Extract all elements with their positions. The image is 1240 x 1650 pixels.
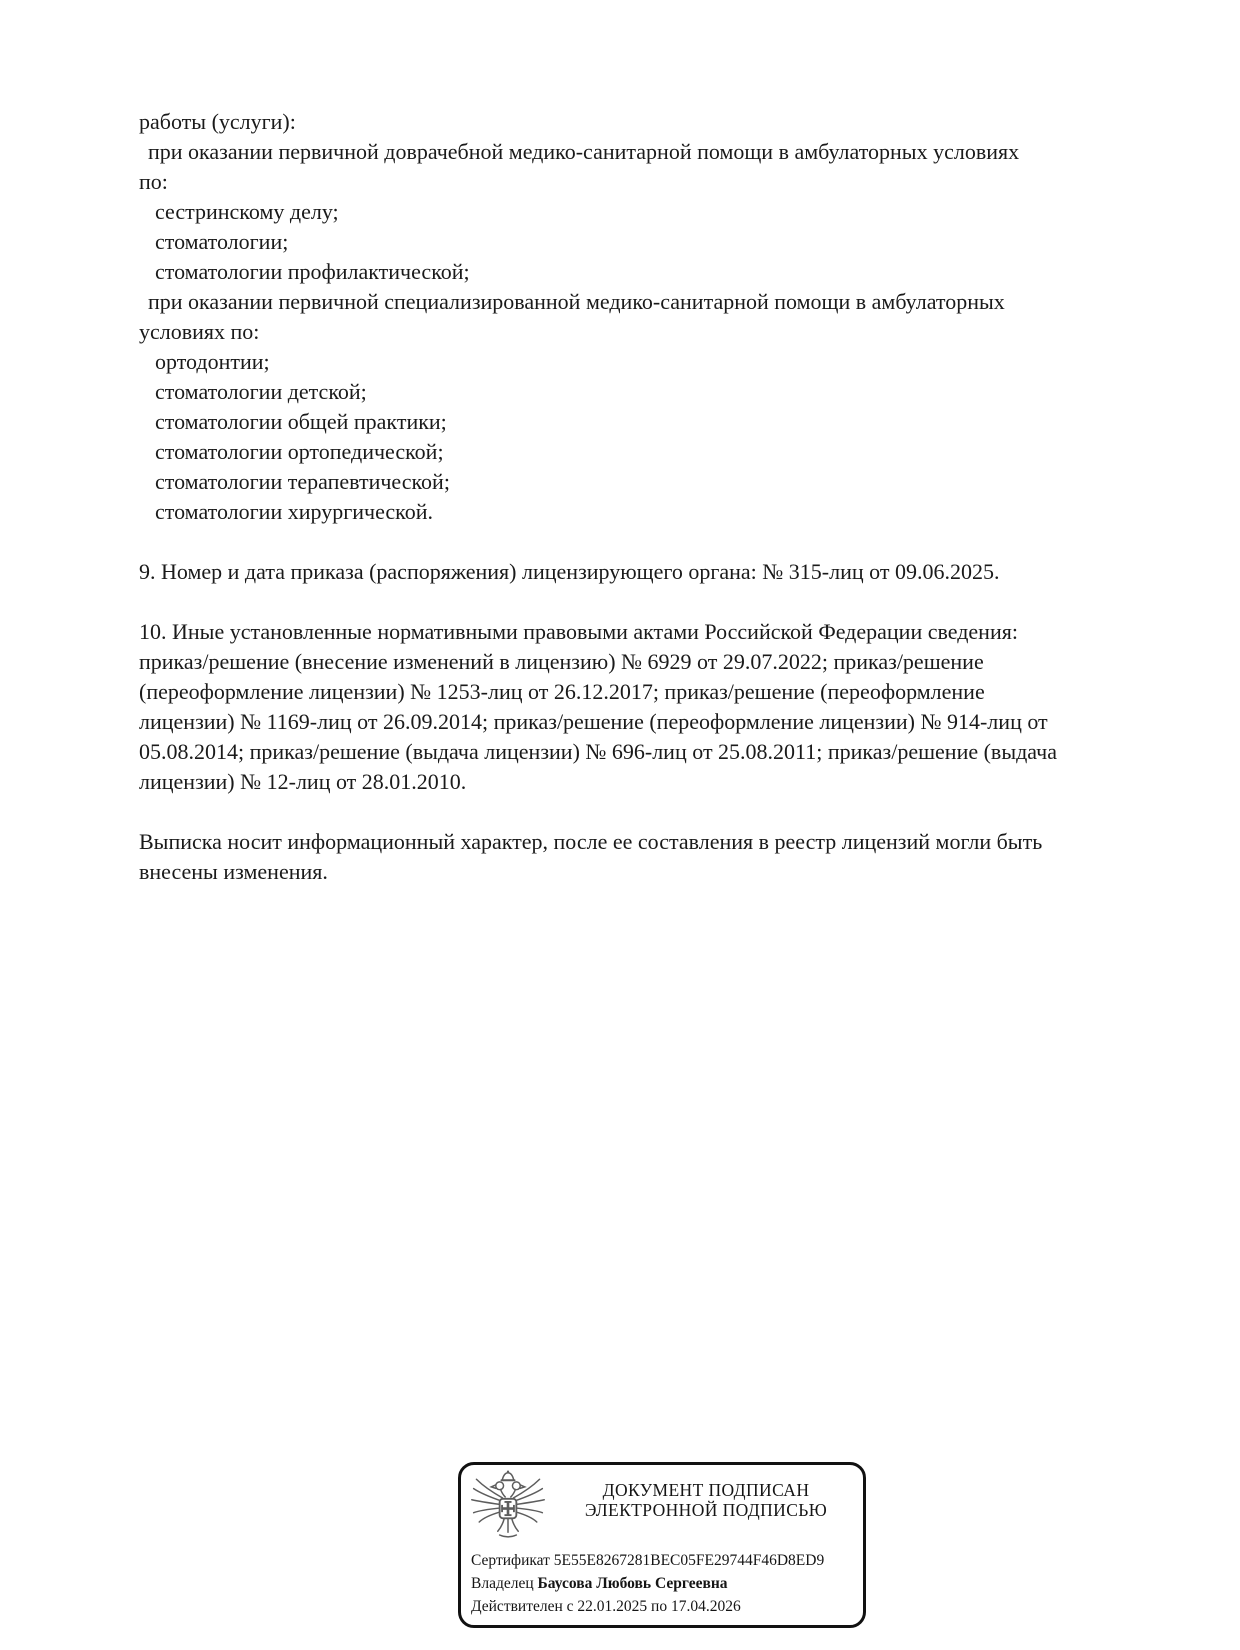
other-info-line: лицензии) № 1169-лиц от 26.09.2014; приказ/решение (переоформление лицензии) № 914-лиц от xyxy=(139,709,1048,734)
service-item: стоматологии общей практики; xyxy=(155,409,447,434)
other-info-line: приказ/решение (внесение изменений в лицензию) № 6929 от 29.07.2022; приказ/решение xyxy=(139,649,984,674)
service-item: сестринскому делу; xyxy=(155,199,339,224)
other-info-line: 10. Иные установленные нормативными правовыми актами Российской Федерации сведения: xyxy=(139,619,1018,644)
service-item: ортодонтии; xyxy=(155,349,270,374)
document-body xyxy=(139,107,1185,887)
service-item: стоматологии профилактической; xyxy=(155,259,470,284)
stamp-title-line2: ЭЛЕКТРОННОЙ ПОДПИСЬЮ xyxy=(584,1500,828,1520)
certificate-label: Сертификат xyxy=(471,1552,550,1569)
certificate-line xyxy=(471,1549,857,1572)
service-category-line: условиях по: xyxy=(139,319,260,344)
digital-signature-stamp xyxy=(458,1462,866,1628)
service-item: стоматологии терапевтической; xyxy=(155,469,450,494)
service-item: стоматологии хирургической. xyxy=(155,499,433,524)
other-info-line: 05.08.2014; приказ/решение (выдача лицензии) № 696-лиц от 25.08.2011; приказ/решение (выдача xyxy=(139,739,1058,764)
owner-line xyxy=(471,1572,857,1595)
stamp-title-line1: ДОКУМЕНТ ПОДПИСАН xyxy=(602,1480,810,1500)
owner-label: Владелец xyxy=(471,1575,534,1592)
owner-value: Баусова Любовь Сергеевна xyxy=(537,1575,728,1592)
validity-line: Действителен с 22.01.2025 по 17.04.2026 xyxy=(471,1598,741,1615)
roszdravnadzor-eagle-emblem-icon xyxy=(469,1470,547,1548)
service-category-line: по: xyxy=(139,169,168,194)
other-info-line: лицензии) № 12-лиц от 28.01.2010. xyxy=(139,769,467,794)
service-item: стоматологии; xyxy=(155,229,289,254)
service-item: стоматологии ортопедической; xyxy=(155,439,444,464)
certificate-value: 5E55E8267281BEC05FE29744F46D8ED9 xyxy=(553,1552,825,1569)
service-item: стоматологии детской; xyxy=(155,379,367,404)
disclaimer-line: внесены изменения. xyxy=(139,859,328,884)
service-category-line: при оказании первичной доврачебной медико-санитарной помощи в амбулаторных условиях xyxy=(148,139,1020,164)
disclaimer-line: Выписка носит информационный характер, после ее составления в реестр лицензий могли быть xyxy=(139,829,1043,854)
order-number-line: 9. Номер и дата приказа (распоряжения) лицензирующего органа: № 315-лиц от 09.06.2025. xyxy=(139,559,1000,584)
works-services-heading: работы (услуги): xyxy=(139,109,296,134)
stamp-info xyxy=(471,1549,857,1618)
service-category-line: при оказании первичной специализированной медико-санитарной помощи в амбулаторных xyxy=(148,289,1005,314)
other-info-line: (переоформление лицензии) № 1253-лиц от 26.12.2017; приказ/решение (переоформление xyxy=(139,679,985,704)
stamp-title xyxy=(553,1480,859,1520)
